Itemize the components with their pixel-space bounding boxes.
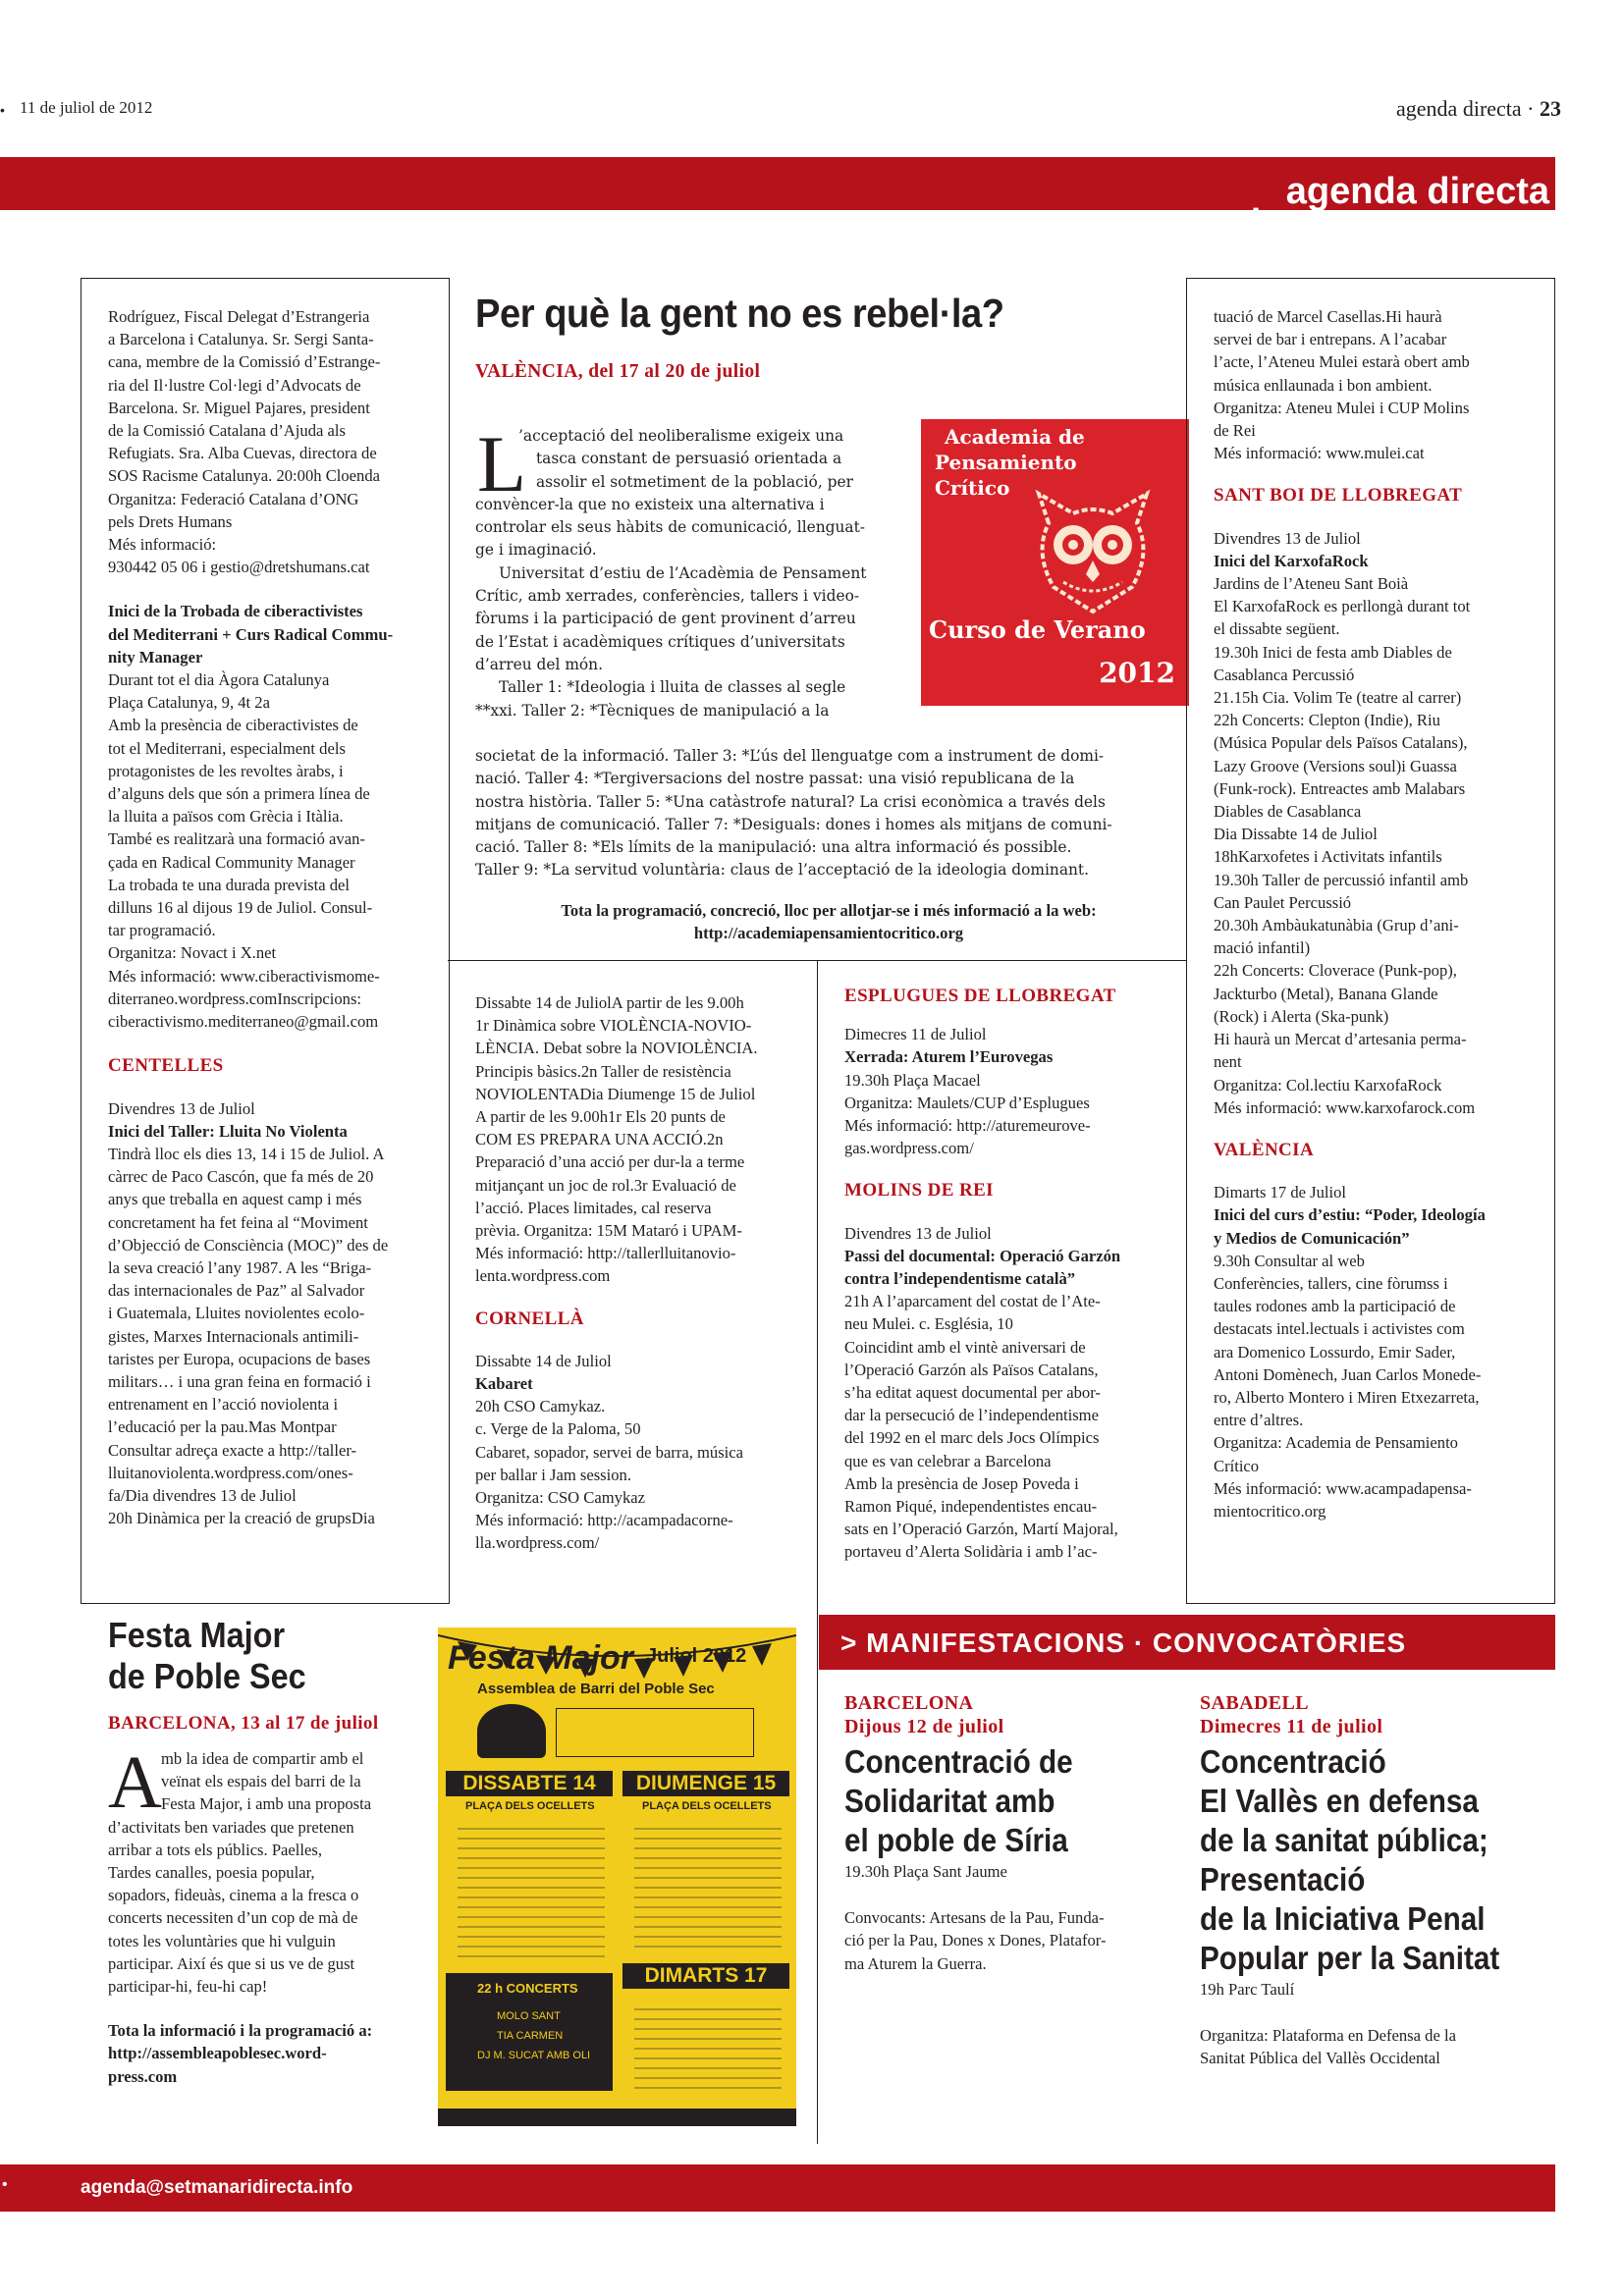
column-4 (1214, 305, 1547, 1522)
poster-year: 2012 (1099, 657, 1175, 689)
text-line: Festa Major, i amb una proposta (161, 1794, 372, 1814)
text-line: i Guatemala, Lluites noviolentes ecolo- (108, 1304, 365, 1323)
text-line: A partir de les 9.00h1r Els 20 punts de (475, 1107, 726, 1127)
poster-day-3: DIMARTS 17 (622, 1963, 789, 1989)
column-2b (475, 991, 809, 1555)
header-bullet: • (0, 102, 5, 118)
event-title: nity Manager (108, 647, 203, 667)
event-date: Dimecres 11 de Juliol (844, 1025, 987, 1044)
text-line: ’acceptació del neoliberalisme exigeix una (518, 427, 844, 445)
event-date: Dimarts 17 de Juliol (1214, 1183, 1347, 1202)
event-title: Inici del curs d’estiu: “Poder, Ideología (1214, 1205, 1486, 1225)
poster-band-2: TIA CARMEN (497, 2030, 564, 2042)
text-line: totes les voluntàries que hi vulguin (108, 1931, 336, 1950)
email-text: 930442 05 06 i gestio@dretshumans.cat (108, 558, 370, 577)
event-title: Xerrada: Aturem l’Eurovegas (844, 1047, 1054, 1067)
text-line: 19.30h Inici de festa amb Diables de (1214, 642, 1452, 662)
manif-title-line: Concentració de (844, 1743, 1073, 1780)
text-line: Amb la presència de Josep Poveda i (844, 1473, 1079, 1493)
poster-day-2: DIUMENGE 15 (622, 1771, 789, 1796)
poster-footer-strip (438, 2109, 796, 2126)
text-line: ro, Alberto Montero i Miren Etxezarreta, (1214, 1387, 1480, 1407)
text-line: Amb la presència de ciberactivistes de (108, 716, 358, 735)
text-line: de la Comissió Catalana d’Ajuda als (108, 421, 346, 441)
poster-schedule-left (458, 1820, 605, 1957)
text-line: destacats intel.lectuals i activistes com (1214, 1319, 1465, 1339)
text-line: c. Verge de la Paloma, 50 (475, 1419, 641, 1439)
text-line: Jackturbo (Metal), Banana Glande (1214, 984, 1438, 1003)
centelles-heading: CENTELLES (108, 1055, 224, 1077)
text-line: Tindrà lloc els dies 13, 14 i 15 de Juliol. A (108, 1144, 385, 1163)
text-line: participar. Així és que si us ve de gust (108, 1953, 355, 1973)
text-line: nent (1214, 1052, 1242, 1072)
event-title: Inici de la Trobada de ciberactivistes (108, 602, 363, 621)
poster-band-3: DJ M. SUCAT AMB OLI (477, 2050, 591, 2061)
text-line: Conferències, tallers, cine fòrumss i (1214, 1273, 1448, 1293)
festa-subtitle: BARCELONA, 13 al 17 de juliol (108, 1713, 379, 1734)
text-line: Més informació: www.karxofarock.com (1214, 1097, 1476, 1117)
text-line: assolir el sotmetiment de la població, per (536, 472, 853, 491)
manif-right (1200, 1691, 1553, 2070)
event-title: Kabaret (475, 1374, 533, 1394)
text-line: Sanitat Pública del Vallès Occidental (1200, 2049, 1440, 2068)
text-line: Més informació: http://aturemeurove- (844, 1116, 1091, 1136)
text-line: lla.wordpress.com/ (475, 1533, 600, 1553)
footer-email-link[interactable]: agenda@setmanaridirecta.info (81, 2177, 353, 2198)
info-text: Tota la informació i la programació a: (108, 2021, 373, 2041)
poster-subtitle: Assemblea de Barri del Poble Sec (477, 1681, 715, 1697)
manif-right-city: SABADELL (1200, 1692, 1310, 1714)
text-line: dilluns 16 al dijous 19 de Juliol. Consul- (108, 898, 373, 918)
text-line: l’educació per la pau.Mas Montpar (108, 1417, 337, 1437)
text-line: mació infantil) (1214, 938, 1311, 958)
header-section-label: agenda directa (1396, 96, 1522, 121)
festa-title (108, 1615, 306, 1697)
text-line: ara Domenico Lossurdo, Emir Sader, (1214, 1342, 1456, 1362)
text-line: Hi haurà un Mercat d’artesania perma- (1214, 1030, 1467, 1049)
text-line: 22h Concerts: Clepton (Indie), Riu (1214, 711, 1440, 730)
santboi-heading: SANT BOI DE LLOBREGAT (1214, 485, 1463, 507)
text-line: Rodríguez, Fiscal Delegat d’Estrangeria (108, 307, 370, 326)
text-line: ció per la Pau, Dones x Dones, Platafor- (844, 1931, 1107, 1950)
text-line: fa/Dia divendres 13 de Juliol (108, 1485, 297, 1505)
event-date: Divendres 13 de Juliol (1214, 528, 1361, 548)
text-line: militars… i una gran feina en formació i (108, 1371, 371, 1391)
text-line: Casablanca Percussió (1214, 665, 1355, 684)
text-line: 18hKarxofetes i Activitats infantils (1214, 847, 1442, 867)
text-line: El KarxofaRock es perllongà durant tot (1214, 597, 1471, 616)
text-line: servei de bar i entrepans. A l’acabar (1214, 330, 1447, 349)
manif-left-title (844, 1742, 1145, 1860)
column-3 (844, 985, 1178, 1564)
text-line: (Música Popular dels Països Catalans), (1214, 733, 1468, 753)
text-line: de l’Estat i acadèmiques crítiques d’universitats (475, 632, 845, 651)
text-line: ciberactivismo.mediterraneo@gmail.com (108, 1012, 379, 1032)
festa-poster (438, 1628, 796, 2126)
festa-title-line: de Poble Sec (108, 1656, 306, 1696)
text-line: Diables de Casablanca (1214, 802, 1362, 822)
event-title: Inici del KarxofaRock (1214, 551, 1369, 570)
text-line: s’ha editat aquest documental per abor- (844, 1383, 1101, 1403)
event-date: Divendres 13 de Juliol (108, 1098, 255, 1118)
text-line: tuació de Marcel Casellas.Hi haurà (1214, 307, 1442, 326)
poster-concerts: 22 h CONCERTS (477, 1981, 578, 1996)
text-line: Can Paulet Percussió (1214, 892, 1352, 912)
text-line: del 1992 en el marc dels Jocs Olímpics (844, 1428, 1100, 1448)
cornella-heading: CORNELLÀ (475, 1308, 584, 1329)
feature-dropcap: L (477, 419, 527, 508)
manif-title-line: El Vallès en defensa (1200, 1783, 1479, 1819)
text-line: Tardes canalles, poesia popular, (108, 1863, 315, 1883)
poster-line-2: Pensamiento (935, 451, 1077, 474)
owl-icon (1019, 484, 1166, 621)
text-line: lluitanoviolenta.wordpress.com/ones- (108, 1463, 353, 1482)
text-line: tar programació. (108, 921, 216, 940)
text-line: ge i imaginació. (475, 541, 597, 560)
manif-title-line: Popular per la Sanitat (1200, 1940, 1500, 1976)
text-line: sopadors, fideuàs, cinema a la fresca o (108, 1886, 359, 1905)
text-line: Ramon Piqué, independentistes encau- (844, 1497, 1098, 1517)
text-line: l’acció. Places limitades, cal reserva (475, 1198, 712, 1217)
text-line: Principis bàsics.2n Taller de resistència (475, 1061, 731, 1081)
text-line: Dia Dissabte 14 de Juliol (1214, 825, 1378, 844)
text-line: **xxi. Taller 2: *Tècniques de manipulació a la (475, 701, 830, 720)
text-line: Crític, amb xerrades, conferències, tallers i video- (475, 587, 860, 606)
text-line: diterraneo.wordpress.comInscripcions: (108, 988, 362, 1008)
festa-body (108, 1741, 442, 2088)
text-line: sats en l’Operació Garzón, Martí Majoral, (844, 1520, 1118, 1539)
festa-title-line: Festa Major (108, 1615, 286, 1655)
text-line: anys que treballa en aquest camp i més (108, 1190, 362, 1209)
text-line: Plaça Catalunya, 9, 4t 2a (108, 693, 270, 713)
esplugues-heading: ESPLUGUES DE LLOBREGAT (844, 986, 1116, 1006)
poster-line-1: Academia de (945, 425, 1085, 449)
header-banner-mark: , (1250, 181, 1261, 221)
poster-intro-box (556, 1708, 754, 1757)
text-line: cació. Taller 8: *Els límits de la manipulació: una altra informació és possible. (475, 838, 1072, 857)
text-line: LÈNCIA. Debat sobre la NOVIOLÈNCIA. (475, 1039, 758, 1058)
text-line: tot el Mediterrani, especialment dels (108, 738, 346, 758)
text-line: prèvia. Organitza: 15M Mataró i UPAM- (475, 1221, 742, 1241)
text-line: dar la persecució de l’independentisme (844, 1406, 1099, 1425)
poster-schedule-bottom (634, 2001, 782, 2089)
poster-logo-mark (477, 1704, 546, 1758)
text-line: 22h Concerts: Cloverace (Punk-pop), (1214, 961, 1457, 981)
event-date: Divendres 13 de Juliol (844, 1223, 992, 1243)
text-line: Més informació: http://tallerlluitanovio- (475, 1244, 736, 1263)
poster-year-label: Juliol 2012 (646, 1645, 747, 1667)
feature-body-wide (475, 745, 1182, 882)
text-line: concerts necessiten d’un cop de mà de (108, 1908, 358, 1928)
text-line: nació. Taller 4: *Tergiversacions del nostre passat: una visió republicana de la (475, 770, 1075, 788)
footer-bullet: • (2, 2176, 8, 2193)
text-line: Barcelona. Sr. Miguel Pajares, president (108, 398, 370, 417)
text-line: taristes per Europa, ocupacions de bases (108, 1349, 371, 1368)
text-line: Organitza: Novact i X.net (108, 943, 277, 963)
text-line: d’alguns dels que són a primera línea de (108, 784, 370, 804)
text-line: mitjans de comunicació. Taller 7: *Desiguals: dones i homes als mitjans de comuni- (475, 815, 1112, 833)
text-line: Més informació: www.ciberactivismome- (108, 966, 380, 986)
more-info-text: Tota la programació, concreció, lloc per allotjar-se i més informació a la web: (561, 901, 1097, 920)
manif-title-line: de la Iniciativa Penal (1200, 1900, 1486, 1937)
text-line: Preparació d’una acció per dur-la a terme (475, 1152, 745, 1172)
manif-right-body (1200, 2024, 1553, 2069)
text-line: Convocants: Artesans de la Pau, Funda- (844, 1908, 1105, 1928)
festa-divider (817, 1602, 818, 2144)
manif-left-place: 19.30h Plaça Sant Jaume (844, 1862, 1007, 1881)
page-number: 23 (1540, 96, 1561, 121)
text-line: la lluita a països com Grècia i Itàlia. (108, 807, 344, 827)
text-line: 21h A l’aparcament del costat de l’Ate- (844, 1292, 1101, 1311)
text-line: l’acte, l’Ateneu Mulei estarà obert amb (1214, 352, 1470, 372)
text-line: de Rei (1214, 421, 1256, 441)
text-line: entre d’altres. (1214, 1411, 1304, 1430)
text-line: gas.wordpress.com/ (844, 1139, 974, 1158)
text-line: Durant tot el dia Àgora Catalunya (108, 670, 330, 690)
poster-band-1: MOLO SANT (497, 2010, 561, 2022)
text-line: mientocritico.org (1214, 1501, 1326, 1521)
event-title: y Medios de Comunicación” (1214, 1228, 1410, 1248)
manif-left (844, 1691, 1178, 1975)
text-line: Organitza: CSO Camykaz (475, 1488, 645, 1508)
text-line: Universitat d’estiu de l’Acadèmia de Pensament (499, 563, 867, 582)
manif-right-place: 19h Parc Taulí (1200, 1980, 1295, 1999)
text-line: Lazy Groove (Versions soul)i Guassa (1214, 756, 1457, 775)
text-line: a Barcelona i Catalunya. Sr. Sergi Santa- (108, 330, 374, 349)
festa-url-link[interactable]: http://assembleapoblesec.word- (108, 2044, 327, 2063)
text-line: pels Drets Humans (108, 511, 233, 531)
poster-schedule-right (634, 1820, 782, 1948)
poster-line-4: Curso de Verano (929, 615, 1146, 644)
event-title: contra l’independentisme català” (844, 1269, 1076, 1289)
feature-subtitle: VALÈNCIA, del 17 al 20 de juliol (475, 361, 761, 382)
feature-more-info (475, 899, 1182, 944)
text-line: (Rock) i Alerta (Ska-punk) (1214, 1006, 1389, 1026)
text-line: Crítico (1214, 1456, 1260, 1475)
text-line: També es realitzarà una formació avan- (108, 829, 365, 849)
text-line: Coincidint amb el vintè aniversari de (844, 1337, 1086, 1357)
text-line: 20h CSO Camykaz. (475, 1397, 606, 1416)
text-line: Taller 9: *La servitud voluntària: claus de l’acceptació de la ideologia dominant. (475, 861, 1089, 880)
text-line: Taller 1: *Ideologia i lluita de classes al segle (499, 678, 846, 697)
text-line: arribar a tots els públics. Paelles, (108, 1840, 322, 1859)
text-line: (Funk-rock). Entreactes amb Malabars (1214, 778, 1466, 798)
text-line: mitjançant un joc de rol.3r Evaluació de (475, 1175, 736, 1195)
text-line: concretament ha fet feina al “Moviment (108, 1212, 368, 1232)
text-line: fòrums i la participació de gent provinent d’arreu (475, 610, 856, 628)
poster-title: Festa Major (448, 1639, 633, 1677)
event-title: Passi del documental: Operació Garzón (844, 1246, 1121, 1265)
manif-title-line: el poble de Síria (844, 1822, 1068, 1858)
text-line: mb la idea de compartir amb el (161, 1749, 364, 1768)
text-line: Jardins de l’Ateneu Sant Boià (1214, 574, 1409, 594)
manif-title-line: Presentació (1200, 1861, 1366, 1897)
footer-bar (0, 2164, 1555, 2212)
text-line: veïnat els espais del barri de la (161, 1772, 361, 1791)
text-line: Consultar adreça exacte a http://taller- (108, 1440, 357, 1460)
text-line: ria del Il·lustre Col·legi d’Advocats de (108, 375, 361, 395)
manif-left-city: BARCELONA (844, 1692, 974, 1714)
manif-left-body (844, 1906, 1178, 1975)
col2-col3-divider (817, 960, 818, 1602)
text-line: Més informació: www.mulei.cat (1214, 444, 1425, 463)
text-line: Organitza: Ateneu Mulei i CUP Molins (1214, 398, 1470, 417)
text-line: NOVIOLENTADia Diumenge 15 de Juliol (475, 1084, 756, 1103)
manif-banner (819, 1615, 1555, 1670)
text-line: 20.30h Ambàukatunàbia (Grup d’ani- (1214, 916, 1459, 935)
text-line: Cabaret, sopador, servei de barra, música (475, 1442, 744, 1462)
text-line: l’Operació Garzón als Països Catalans, (844, 1360, 1099, 1379)
text-line: 21.15h Cia. Volim Te (teatre al carrer) (1214, 688, 1462, 708)
text-line: çada en Radical Community Manager (108, 852, 355, 872)
text-line: Més informació: http://acampadacorne- (475, 1511, 733, 1530)
text-line: La trobada te una durada prevista del (108, 875, 351, 894)
text-line: neu Mulei. c. Església, 10 (844, 1314, 1013, 1334)
poster-day-1: DISSABTE 14 (446, 1771, 613, 1796)
text-line: càrrec de Paco Cascón, que fa més de 20 (108, 1167, 374, 1187)
manif-title-line: de la sanitat pública; (1200, 1822, 1488, 1858)
header-banner (0, 157, 1555, 221)
column-1 (108, 305, 442, 1529)
feature-body (475, 419, 917, 722)
text-line: Organitza: Maulets/CUP d’Esplugues (844, 1093, 1090, 1112)
molins-heading: MOLINS DE REI (844, 1180, 994, 1201)
text-line: portaveu d’Alerta Solidària i amb l’ac- (844, 1542, 1098, 1562)
poster-line-3: Crítico (935, 476, 1010, 500)
text-line: tasca constant de persuasió orientada a (536, 450, 842, 468)
manif-left-date: Dijous 12 de juliol (844, 1716, 1004, 1737)
academia-poster (921, 419, 1189, 706)
text-line: Dissabte 14 de JuliolA partir de les 9.00h (475, 993, 744, 1012)
text-line: d’arreu del món. (475, 655, 603, 673)
text-line: protagonistes de les revoltes àrabs, i (108, 761, 344, 780)
text-line: 19.30h Taller de percussió infantil amb (1214, 870, 1469, 889)
issue-date: 11 de juliol de 2012 (20, 98, 153, 117)
text-line: Antoni Domènech, Juan Carlos Monede- (1214, 1364, 1482, 1384)
text-line: participar-hi, feu-hi cap! (108, 1977, 268, 1997)
manif-title-line: Concentració (1200, 1743, 1386, 1780)
text-line: Organitza: Col.lectiu KarxofaRock (1214, 1075, 1442, 1095)
event-date: Dissabte 14 de Juliol (475, 1351, 612, 1370)
feature-url-link[interactable]: http://academiapensamientocritico.org (693, 924, 964, 942)
valencia-heading: VALÈNCIA (1214, 1139, 1315, 1160)
text-line: Organitza: Federació Catalana d’ONG (108, 489, 359, 508)
text-line: Més informació: (108, 535, 217, 555)
poster-venue-2: PLAÇA DELS OCELLETS (642, 1800, 772, 1812)
manif-title-line: Solidaritat amb (844, 1783, 1055, 1819)
text-line: per ballar i Jam session. (475, 1465, 631, 1484)
text-line: nostra història. Taller 5: *Una catàstrofe natural? La crisi econòmica a través dels (475, 792, 1106, 811)
text-line: gistes, Marxes Internacionals antimili- (108, 1326, 359, 1346)
col1-intro (108, 305, 442, 578)
text-line: societat de la informació. Taller 3: *L’ús del llenguatge com a instrument de domi- (475, 747, 1105, 765)
text-line: entrenament en l’acció noviolenta i (108, 1395, 339, 1415)
text-line: COM ES PREPARA UNA ACCIÓ.2n (475, 1130, 724, 1149)
header-banner-title: agenda directa (1285, 171, 1549, 212)
text-line: 20h Dinàmica per la creació de grupsDia (108, 1509, 375, 1528)
text-line: d’Objecció de Consciència (MOC)” des de (108, 1235, 389, 1255)
text-line: lenta.wordpress.com (475, 1266, 611, 1286)
header-right: agenda directa · 23 (1396, 96, 1561, 121)
manif-right-date: Dimecres 11 de juliol (1200, 1716, 1383, 1737)
text-line: convèncer-la que no existeix una alternativa i (475, 495, 825, 513)
text-line: ma Aturem la Guerra. (844, 1953, 987, 1973)
text-line: que es van celebrar a Barcelona (844, 1451, 1052, 1470)
text-line: Refugiats. Sra. Alba Cuevas, directora de (108, 444, 377, 463)
festa-url-link[interactable]: press.com (108, 2066, 178, 2086)
text-line: cana, membre de la Comissió d’Estrange- (108, 352, 381, 372)
text-line: das internacionales de Paz” al Salvador (108, 1281, 365, 1301)
manif-right-title (1200, 1742, 1518, 1978)
text-line: Organitza: Academia de Pensamiento (1214, 1433, 1458, 1453)
text-line: controlar els seus hàbits de comunicació, llenguat- (475, 518, 865, 537)
text-line: Organitza: Plataforma en Defensa de la (1200, 2026, 1456, 2046)
event-title: Inici del Taller: Lluita No Violenta (108, 1121, 348, 1141)
text-line: 19.30h Plaça Macael (844, 1070, 981, 1090)
text-line: Més informació: www.acampadapensa- (1214, 1478, 1472, 1498)
poster-venue-1: PLAÇA DELS OCELLETS (465, 1800, 595, 1812)
text-line: SOS Racisme Catalunya. 20:00h Cloenda (108, 466, 380, 486)
text-line: el dissabte següent. (1214, 619, 1340, 639)
text-line: d’activitats ben variades que pretenen (108, 1817, 354, 1837)
text-line: taules rodones amb la participació de (1214, 1297, 1456, 1316)
text-line: la seva creació l’any 1987. A les “Briga- (108, 1257, 372, 1277)
festa-dropcap: A (108, 1741, 162, 1824)
event-title: del Mediterrani + Curs Radical Commu- (108, 624, 394, 644)
manif-banner-title: > MANIFESTACIONS · CONVOCATÒRIES (840, 1628, 1407, 1658)
feature-title: Per què la gent no es rebel·la? (475, 291, 1004, 336)
text-line: 1r Dinàmica sobre VIOLÈNCIA-NOVIO- (475, 1016, 752, 1036)
trobada-event (108, 600, 442, 1033)
text-line: 9.30h Consultar al web (1214, 1251, 1365, 1270)
text-line: música enllaunada i bon ambient. (1214, 375, 1433, 395)
